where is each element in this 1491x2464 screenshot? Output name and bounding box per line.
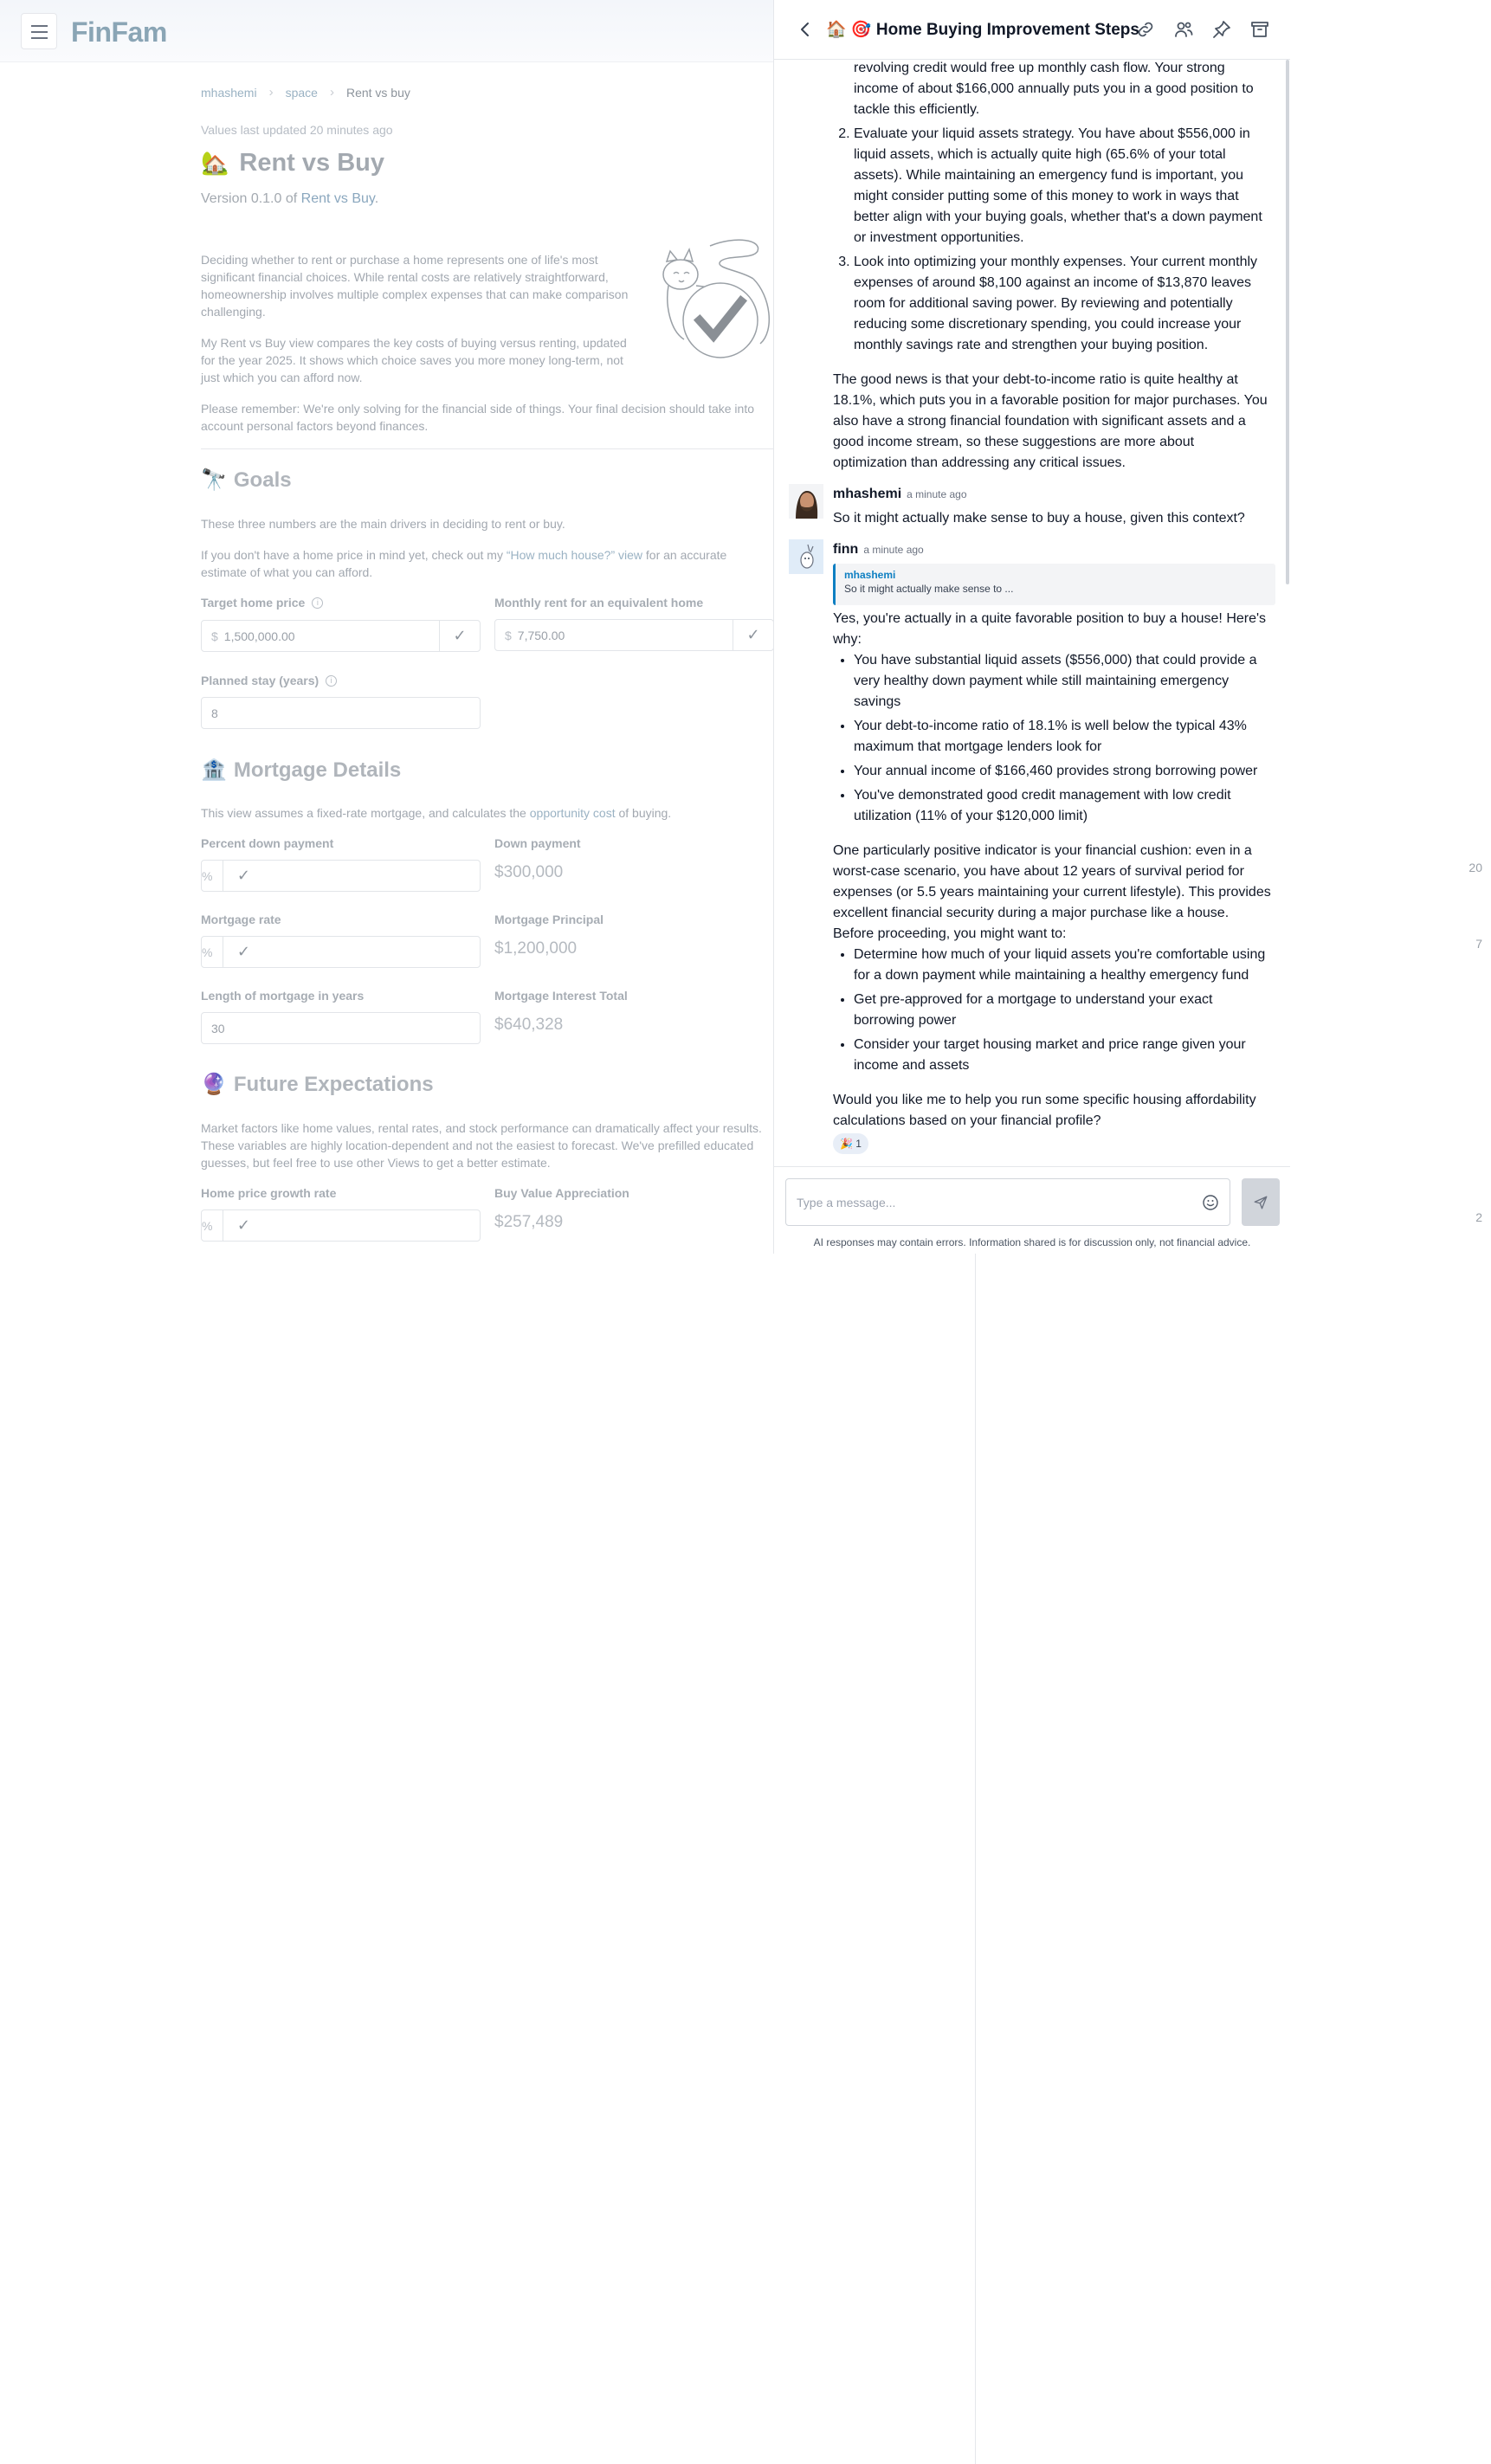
confirm-check-icon[interactable]: ✓ bbox=[223, 861, 263, 891]
mortgage-length-label: Length of mortgage in years bbox=[201, 989, 365, 1003]
scrollbar[interactable] bbox=[1286, 60, 1289, 584]
archive-icon[interactable] bbox=[1249, 19, 1270, 40]
pin-icon[interactable] bbox=[1211, 19, 1232, 40]
page-title bbox=[201, 149, 384, 177]
mortgage-rate-value[interactable]: 7 bbox=[975, 937, 1491, 2190]
finn-avatar-image bbox=[789, 539, 823, 574]
send-icon bbox=[1253, 1195, 1268, 1210]
message-composer bbox=[774, 1166, 1290, 1254]
author-name[interactable]: finn bbox=[833, 542, 859, 557]
intro-paragraph-3: Please remember: We're only solving for the financial side of things. Your final decision should take into account personal factors beyond finances. bbox=[201, 402, 754, 433]
goals-hint-suffix: for an accurate estimate of what you can afford. bbox=[201, 548, 727, 579]
goals-hint bbox=[201, 546, 764, 581]
breadcrumb bbox=[201, 85, 410, 100]
list-item: • Determine how much of your liquid assets you're comfortable using for a down payment while maintaining a healthy emergency fund bbox=[854, 945, 1271, 986]
list-item: • Your debt-to-income ratio of 18.1% is well below the typical 43% maximum that mortgage lenders look for bbox=[854, 716, 1271, 758]
monthly-rent-label bbox=[494, 596, 703, 610]
mortgage-interest-label: Mortgage Interest Total bbox=[494, 989, 628, 1003]
last-updated-text: Values last updated 20 minutes ago bbox=[201, 123, 393, 137]
goals-heading-text: Goals bbox=[233, 468, 292, 492]
bot-steps-list bbox=[833, 945, 1271, 1080]
mortgage-description-prefix: This view assumes a fixed-rate mortgage, and calculates the bbox=[201, 806, 530, 820]
emoji-picker-icon[interactable] bbox=[1202, 1194, 1219, 1211]
bot-intro-text: Yes, you're actually in a quite favorable position to buy a house! Here's why: bbox=[833, 611, 1267, 647]
section-divider bbox=[201, 448, 773, 449]
quoted-author: mhashemi bbox=[844, 569, 896, 581]
percent-unit: % bbox=[202, 868, 213, 883]
chevron-right-icon: › bbox=[268, 85, 274, 100]
top-bar bbox=[0, 0, 773, 62]
reaction-badge[interactable]: 🎉 1 bbox=[833, 1133, 868, 1154]
finfam-logo[interactable]: FinFam bbox=[71, 16, 167, 48]
currency-prefix: $ bbox=[505, 628, 512, 642]
message-timestamp: a minute ago bbox=[863, 544, 924, 556]
page-title-text: Rent vs Buy bbox=[239, 149, 384, 177]
user-message-text: So it might actually make sense to buy a house, given this context? bbox=[833, 511, 1245, 526]
target-home-price-value[interactable]: 1,500,000.00 bbox=[223, 629, 295, 643]
quoted-text: So it might actually make sense to ... bbox=[844, 583, 1014, 595]
version-link[interactable]: Rent vs Buy bbox=[300, 191, 375, 206]
cat-checkmark-illustration bbox=[658, 235, 775, 361]
goals-description: These three numbers are the main drivers in deciding to rent or buy. bbox=[201, 517, 565, 531]
mortgage-length-value[interactable]: 30 bbox=[211, 1021, 225, 1035]
mortgage-length-input[interactable] bbox=[201, 1012, 481, 1044]
author-name[interactable]: mhashemi bbox=[833, 487, 902, 501]
confirm-check-icon[interactable]: ✓ bbox=[223, 1210, 263, 1241]
message-list[interactable] bbox=[774, 60, 1290, 1166]
planned-stay-input[interactable] bbox=[201, 697, 481, 729]
appreciation-label: Buy Value Appreciation bbox=[494, 1186, 629, 1200]
monthly-rent-label-text: Monthly rent for an equivalent home bbox=[494, 596, 704, 610]
target-home-price-label bbox=[201, 596, 323, 610]
breadcrumb-current: Rent vs buy bbox=[345, 85, 410, 100]
future-heading bbox=[201, 1072, 434, 1097]
how-much-house-link[interactable]: “How much house?” view bbox=[506, 548, 643, 562]
target-home-price-label-text: Target home price bbox=[201, 596, 306, 610]
mortgage-heading bbox=[201, 758, 401, 783]
intro-paragraph-1: Deciding whether to rent or purchase a home represents one of life's most significant financial choices. While rental costs are relatively straightforward, homeownership involves multiple complex expenses that can make comparison challenging. bbox=[201, 253, 629, 319]
monthly-rent-input[interactable] bbox=[494, 619, 774, 651]
back-arrow-icon[interactable] bbox=[795, 19, 816, 40]
user-avatar-image bbox=[789, 484, 823, 519]
mortgage-principal-label: Mortgage Principal bbox=[494, 913, 604, 926]
message-numbered-list bbox=[833, 124, 1271, 359]
confirm-check-icon[interactable]: ✓ bbox=[439, 621, 480, 651]
bot-closing-text: Would you like me to help you run some specific housing affordability calculations based on your financial profile? bbox=[833, 1093, 1256, 1128]
intro-paragraph-2: My Rent vs Buy view compares the key costs of buying versus renting, updated for the year 2025. It shows which choice saves you more money long-term, not just which you can afford now. bbox=[201, 336, 627, 384]
confirm-check-icon[interactable]: ✓ bbox=[733, 620, 773, 650]
future-description: Market factors like home values, rental rates, and stock performance can dramatically affect your results. These variables are highly location-dependent and not the easiest to forecast. We've prefilled educated guesses, but feel free to use other Views to get a better estimate. bbox=[201, 1121, 762, 1170]
list-item: • You have substantial liquid assets ($556,000) that could provide a very healthy down payment while still maintaining emergency savings bbox=[854, 650, 1271, 713]
info-icon[interactable]: i bbox=[326, 675, 337, 687]
message-continuation: revolving credit would free up monthly cash flow. Your strong income of about $166,000 annually puts you in a good position to tackle this efficiently. bbox=[854, 61, 1254, 117]
message-author bbox=[833, 487, 967, 502]
message-paragraph: The good news is that your debt-to-income ratio is quite healthy at 18.1%, which puts you in a favorable position for major purchases. You also have a strong financial foundation with significant assets and a good income stream, so these suggestions are more about optimization than addressing any critical issues. bbox=[833, 372, 1268, 470]
message-timestamp: a minute ago bbox=[907, 488, 967, 500]
goals-hint-prefix: If you don't have a home price in mind yet, check out my bbox=[201, 548, 507, 562]
percent-down-value[interactable]: 20 bbox=[975, 861, 1491, 2114]
list-item: • Consider your target housing market and price range given your income and assets bbox=[854, 1035, 1271, 1076]
crystal-ball-emoji: 🔮 bbox=[201, 1073, 227, 1096]
appreciation-value: $257,489 bbox=[494, 1213, 564, 1231]
planned-stay-label bbox=[201, 674, 337, 687]
mortgage-interest-value: $640,328 bbox=[494, 1016, 564, 1034]
quoted-reply[interactable] bbox=[833, 564, 1275, 605]
menu-line bbox=[31, 31, 48, 33]
percent-down-label: Percent down payment bbox=[201, 836, 334, 850]
mortgage-description bbox=[201, 804, 764, 822]
chevron-right-icon: › bbox=[329, 85, 334, 100]
opportunity-cost-link[interactable]: opportunity cost bbox=[529, 806, 616, 820]
message-input[interactable] bbox=[785, 1178, 1230, 1226]
breadcrumb-space[interactable]: space bbox=[285, 85, 318, 100]
bot-cushion-text: One particularly positive indicator is your financial cushion: even in a worst-case scenario, you have about 12 years of survival period for expenses (or 5.5 years maintaining your current lifestyle). This provides excellent financial security during a major purchase like a house. Before proceeding, you might want to: bbox=[833, 843, 1271, 941]
planned-stay-label-text: Planned stay (years) bbox=[201, 674, 320, 687]
list-item: • Your annual income of $166,460 provides strong borrowing power bbox=[854, 761, 1271, 782]
target-home-price-input[interactable] bbox=[201, 620, 481, 652]
planned-stay-value[interactable]: 8 bbox=[211, 706, 218, 720]
mortgage-rate-label: Mortgage rate bbox=[201, 913, 281, 926]
version-prefix: Version 0.1.0 of bbox=[201, 191, 301, 206]
mortgage-principal-value: $1,200,000 bbox=[494, 939, 578, 958]
ai-disclaimer: AI responses may contain errors. Information shared is for discussion only, not financial advice. bbox=[813, 1236, 1251, 1248]
version-suffix: . bbox=[374, 191, 379, 206]
version-line bbox=[201, 191, 378, 207]
menu-line bbox=[31, 37, 48, 39]
down-payment-value: $300,000 bbox=[494, 863, 564, 881]
home-growth-value[interactable]: 2 bbox=[975, 1210, 1491, 2464]
send-button[interactable] bbox=[1242, 1178, 1280, 1226]
participants-icon[interactable] bbox=[1173, 19, 1194, 40]
percent-unit: % bbox=[202, 945, 213, 959]
avatar[interactable] bbox=[789, 484, 823, 519]
confirm-check-icon[interactable]: ✓ bbox=[223, 937, 263, 967]
info-icon[interactable]: i bbox=[312, 597, 323, 609]
down-payment-label: Down payment bbox=[494, 836, 581, 850]
list-item: • You've demonstrated good credit management with low credit utilization (11% of your $120,000 limit) bbox=[854, 785, 1271, 827]
chat-header bbox=[774, 0, 1290, 60]
mortgage-description-suffix: of buying. bbox=[615, 806, 672, 820]
message-author bbox=[833, 542, 924, 558]
avatar[interactable] bbox=[789, 539, 823, 574]
bot-reasons-list bbox=[833, 650, 1271, 830]
house-emoji: 🏡 bbox=[201, 150, 229, 176]
list-item: • Get pre-approved for a mortgage to understand your exact borrowing power bbox=[854, 990, 1271, 1031]
hamburger-menu-button[interactable] bbox=[21, 13, 57, 49]
future-heading-text: Future Expectations bbox=[233, 1072, 434, 1096]
breadcrumb-user[interactable]: mhashemi bbox=[201, 85, 257, 100]
chat-title: 🏠 🎯 Home Buying Improvement Steps bbox=[826, 21, 1139, 39]
list-item: 3. Look into optimizing your monthly expenses. Your current monthly expenses of around $8,100 against an income of $13,870 leaves room for additional saving power. By reviewing and potentially reducing some discretionary spending, you could increase your monthly savings rate and strengthen your buying position. bbox=[854, 252, 1271, 356]
mortgage-heading-text: Mortgage Details bbox=[233, 758, 402, 782]
goals-heading bbox=[201, 468, 292, 493]
link-icon[interactable] bbox=[1135, 19, 1156, 40]
currency-prefix: $ bbox=[211, 629, 218, 643]
telescope-emoji: 🔭 bbox=[201, 468, 227, 492]
menu-line bbox=[31, 25, 48, 27]
percent-unit: % bbox=[202, 1218, 213, 1233]
chat-panel bbox=[773, 0, 1289, 1254]
bank-emoji: 🏦 bbox=[201, 758, 227, 782]
monthly-rent-value[interactable]: 7,750.00 bbox=[517, 628, 565, 642]
list-item: 2. Evaluate your liquid assets strategy. You have about $556,000 in liquid assets, which is actually quite high (65.6% of your total assets). While maintaining an emergency fund is important, you might consider putting some of this money to work in ways that better align with your buying goals, whether that's a down payment or investment opportunities. bbox=[854, 124, 1271, 248]
home-growth-label: Home price growth rate bbox=[201, 1186, 337, 1200]
